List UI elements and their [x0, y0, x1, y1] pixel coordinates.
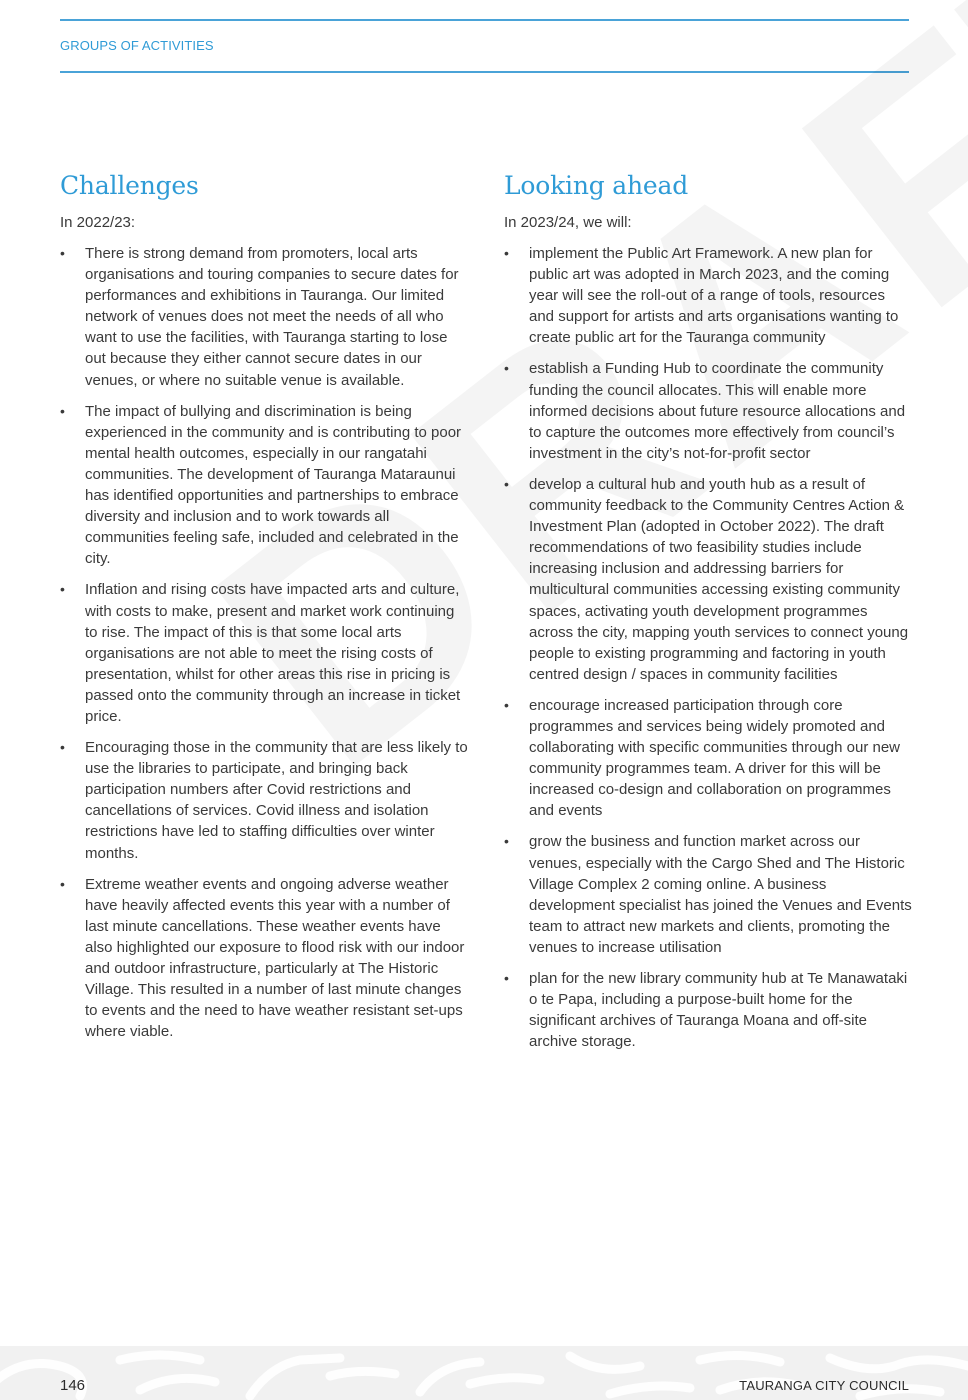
looking-ahead-item: • implement the Public Art Framework. A new plan for public art was adopted in March 2023, and the coming year will see the roll-out of a range of tools, resources and support for artists and arts organisations wanting to create public art for the Tauranga community: [504, 245, 899, 347]
bullet-icon: •: [60, 402, 65, 419]
header-rule-top: [60, 19, 909, 21]
bullet-icon: •: [504, 475, 509, 492]
looking-ahead-column: [504, 168, 914, 1062]
organisation-name: TAURANGA CITY COUNCIL: [739, 1378, 909, 1393]
bullet-icon: •: [60, 875, 65, 892]
challenges-column: [60, 168, 470, 1052]
challenges-item: • Inflation and rising costs have impacted arts and culture, with costs to make, present and market work continuing to rise. The impact of this is that some local arts organisations are not able to meet the rising costs of presentation, whilst for other areas this rise in pricing is passed onto the community through an increase in ticket price.: [60, 581, 461, 725]
challenges-item: • Encouraging those in the community that are less likely to use the libraries to participate, and bringing back participation numbers after Covid restrictions and cancellations of services. Covid illness and isolation restrictions have led to staffing difficulties over winter months.: [60, 739, 468, 862]
challenges-item: • Extreme weather events and ongoing adverse weather have heavily affected events this year with a number of last minute cancellations. These weather events have also highlighted our exposure to flood risk with our indoor and outdoor infrastructure, particularly at The Historic Village. This resulted in a number of last minute changes to events and the need to have weather resistant set-ups where viable.: [60, 875, 465, 1041]
bullet-icon: •: [60, 739, 65, 756]
bullet-icon: •: [504, 970, 509, 986]
looking-ahead-item: • develop a cultural hub and youth hub as a result of community feedback to the Community Centres Action & Investment Plan (adopted in October 2022). The draft recommendations of two feasibility studies include increasing inclusion and addressing barriers for multicultural communities accessing existing community spaces, activating youth development programmes across the city, mapping youth services to connect young people to existing programming and factoring in youth centred design / spaces in community facilities: [504, 475, 909, 683]
challenges-list: [60, 243, 470, 1042]
looking-ahead-item: • encourage increased participation through core programmes and services being widely promoted and collaborating with specific communities through our new community programmes team. A driver for this will be increased co-design and collaboration on programmes and events: [504, 696, 901, 820]
challenges-item: • The impact of bullying and discrimination is being experienced in the community and is contributing to poor mental health outcomes, especially in our rangatahi communities. The development of Tauranga Mataraunui has identified opportunities and partnerships to embrace diversity and inclusion and to work towards all communities feeling safe, included and celebrated in the city.: [60, 402, 462, 568]
bullet-icon: •: [60, 245, 65, 261]
challenges-heading: Challenges: [60, 171, 199, 200]
page-number: 146: [60, 1377, 86, 1394]
bullet-icon: •: [504, 360, 509, 377]
section-label: GROUPS OF ACTIVITIES: [60, 38, 214, 53]
challenges-intro: In 2022/23:: [60, 214, 136, 231]
looking-ahead-item: • plan for the new library community hub at Te Manawataki o te Papa, including a purpose-built home for the significant archives of Tauranga Moana and off-site archive storage.: [504, 970, 908, 1051]
looking-ahead-item: • establish a Funding Hub to coordinate the community funding the council allocates. This will enable more informed decisions about future resource allocations and to capture the outcomes more effectively from council’s investment in the city’s not-for-profit sector: [504, 360, 906, 462]
bullet-icon: •: [504, 245, 509, 261]
looking-ahead-intro: In 2023/24, we will:: [504, 214, 632, 231]
challenges-item: • There is strong demand from promoters, local arts organisations and touring companies to secure dates for performances and exhibitions in Tauranga. Our limited network of venues does not meet the needs of all who want to use the facilities, with Tauranga starting to lose out because they either cannot secure dates in our venues, or where no suitable venue is available.: [60, 245, 459, 389]
bullet-icon: •: [60, 581, 65, 598]
looking-ahead-item: • grow the business and function market across our venues, especially with the Cargo Shed and The Historic Village Complex 2 coming online. A business development specialist has joined the Venues and Events team to attract new markets and clients, promoting the venues to increase utilisation: [504, 833, 912, 956]
bullet-icon: •: [504, 833, 509, 850]
looking-ahead-heading: Looking ahead: [504, 171, 689, 200]
bullet-icon: •: [504, 696, 509, 713]
looking-ahead-list: [504, 243, 914, 1052]
